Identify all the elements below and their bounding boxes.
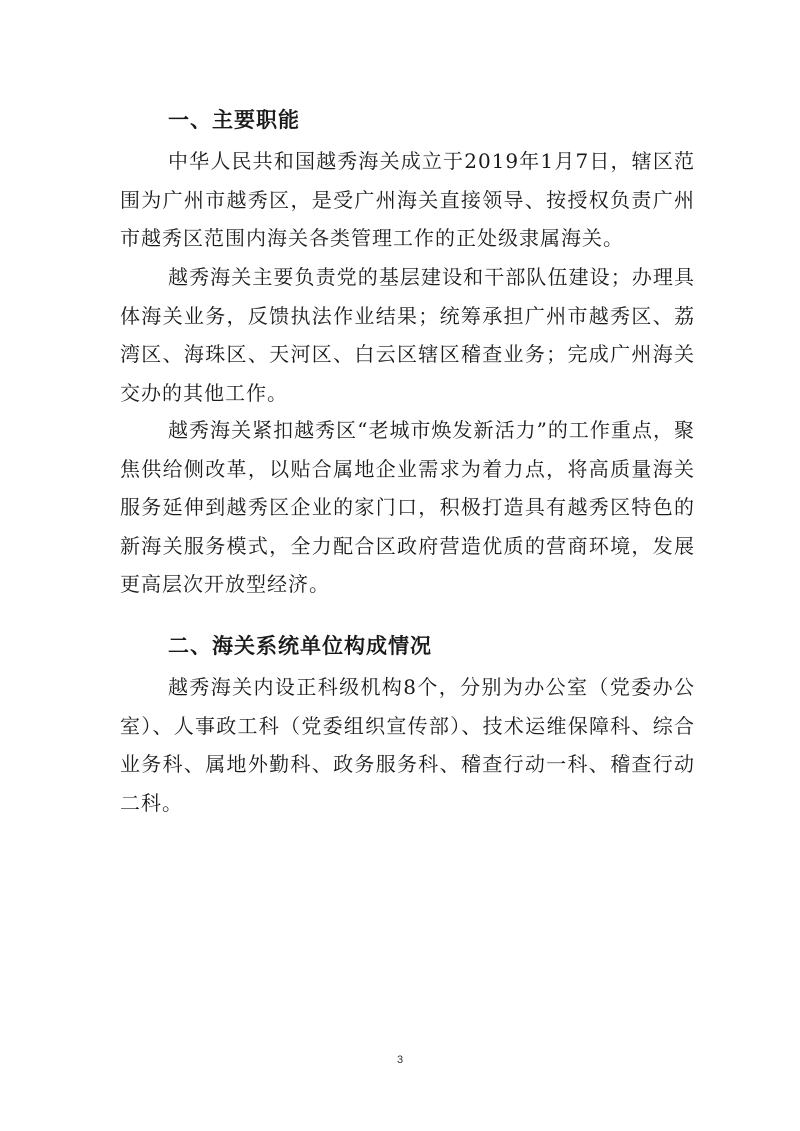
section-heading-unit-composition: 二、海关系统单位构成情况 <box>168 634 432 658</box>
section-heading-main-functions: 一、主要职能 <box>168 108 300 132</box>
paragraph-internal-departments: 越秀海关内设正科级机构8个，分别为办公室（党委办公室）、人事政工科（党委组织宣传部）、技术运维保障科、综合业务科、属地外勤科、政务服务科、稽查行动一科、稽查行动二科。 <box>120 675 695 815</box>
paragraph-work-focus: 越秀海关紧扣越秀区“老城市焕发新活力”的工作重点，聚焦供给侧改革，以贴合属地企业需求为着力点，将高质量海关服务延伸到越秀区企业的家门口，积极打造具有越秀区特色的新海关服务模式，全力配合区政府营造优质的营商环境，发展更高层次开放型经济。 <box>120 418 695 596</box>
page-number: 3 <box>396 1054 404 1066</box>
paragraph-establishment: 中华人民共和国越秀海关成立于2019年1月7日，辖区范围为广州市越秀区，是受广州海关直接领导、按授权负责广州市越秀区范围内海关各类管理工作的正处级隶属海关。 <box>120 149 695 250</box>
paragraph-responsibilities: 越秀海关主要负责党的基层建设和干部队伍建设；办理具体海关业务，反馈执法作业结果；统筹承担广州市越秀区、荔湾区、海珠区、天河区、白云区辖区稽查业务；完成广州海关交办的其他工作。 <box>120 265 695 405</box>
